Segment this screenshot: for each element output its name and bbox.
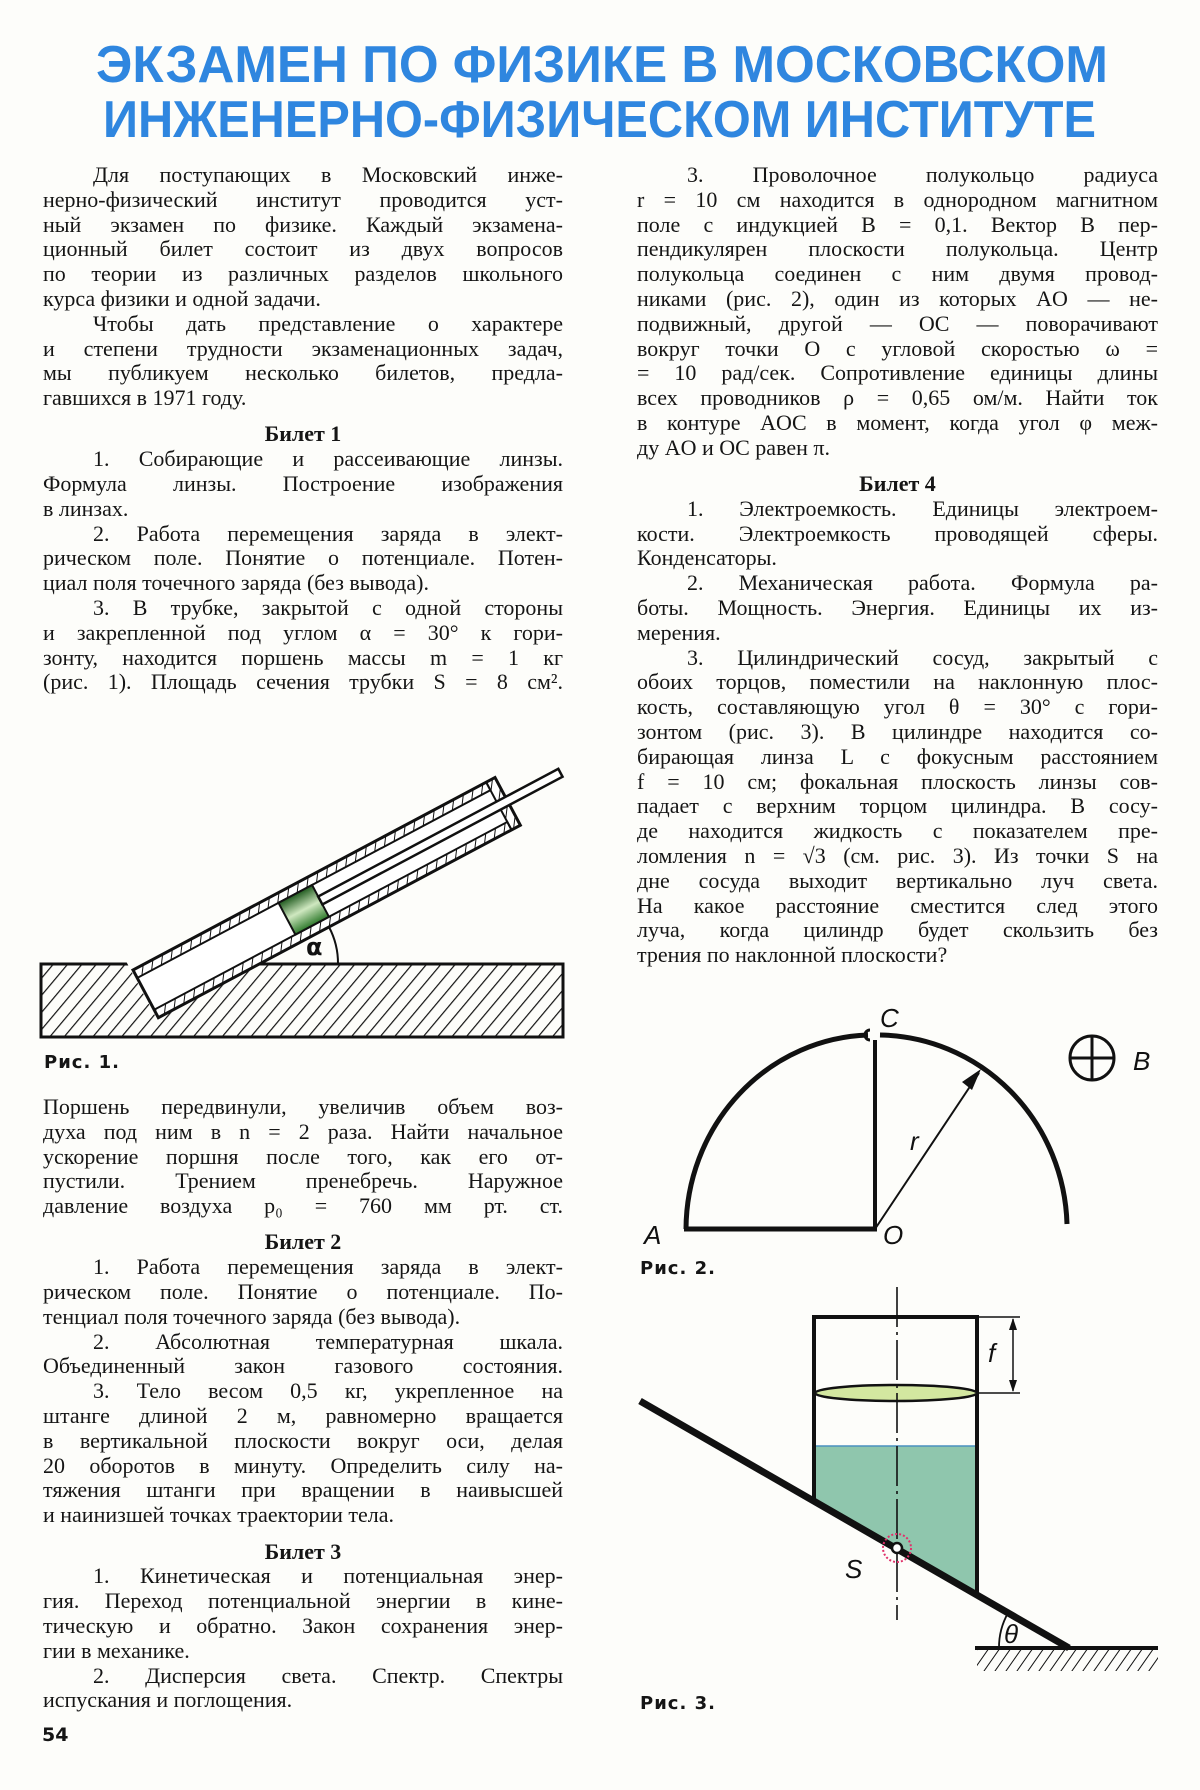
text-line: рическом поле. Понятие о потенциале. Потен-: [43, 545, 563, 571]
text-line: 1. Собирающие и рассеивающие линзы.: [93, 446, 563, 472]
text-line: поле с индукцией B = 0,1. Вектор B пер-: [637, 211, 1158, 237]
text-line: Чтобы дать представление о характере: [93, 310, 563, 336]
text-line: 3. Цилиндрический сосуд, закрытый с: [687, 644, 1158, 670]
text-line: гия. Переход потенциальной энергии в кине-: [43, 1588, 563, 1614]
label-o: O: [883, 1220, 904, 1250]
text-line: (рис. 1). Площадь сечения трубки S = 8 см².: [43, 669, 563, 695]
text-line: = 10 рад/сек. Сопротивление единицы длины: [637, 360, 1158, 386]
text-line: 2. Работа перемещения заряда в элект-: [93, 520, 563, 546]
figure-2-half-ring: [642, 1003, 1150, 1250]
text-line: r = 10 см находится в однородном магнитном: [637, 186, 1158, 212]
text-line: Объединенный закон газового состояния.: [43, 1353, 563, 1379]
angle-arc: [329, 927, 338, 964]
text-line: гии в механике.: [43, 1637, 190, 1663]
text-line: луча, когда цилиндр будет скользить без: [637, 917, 1158, 943]
text-line: ду AO и OC равен π.: [637, 434, 830, 460]
text-line: 3. В трубке, закрытой с одной стороны: [93, 595, 563, 621]
ticket-heading: Билет 2: [264, 1229, 342, 1255]
ticket-heading: Билет 4: [859, 471, 936, 497]
text-line: обоих торцов, поместили на наклонную плос-: [637, 669, 1158, 695]
text-line: 3. Проволочное полукольцо радиуса: [687, 162, 1158, 187]
text-line: в вертикальной плоскости вокруг оси, делая: [43, 1427, 563, 1453]
text-line: и закрепленной под углом α = 30° к гори-: [43, 619, 563, 645]
text-line: кости. Электроемкость проводящей сферы.: [637, 520, 1158, 546]
text-line: испускания и поглощения.: [43, 1687, 293, 1713]
angle-alpha-label: α: [306, 933, 323, 961]
text-line: тическую и обратно. Закон сохранения энер-: [43, 1612, 563, 1638]
text-line: 2. Абсолютная температурная шкала.: [93, 1328, 563, 1354]
text-line: в контуре AOC в момент, когда угол φ меж-: [637, 409, 1158, 435]
label-s: S: [845, 1554, 863, 1584]
text-line: ускорение поршня после того, как его от-: [43, 1143, 563, 1169]
text-line: пендикулярен плоскости полукольца. Центр: [637, 236, 1158, 262]
radius-arrowhead: [962, 1069, 981, 1090]
text-line: 20 оборотов в минуту. Определить силу на-: [43, 1452, 563, 1478]
lens: [815, 1385, 977, 1401]
text-line: вокруг точки O с угловой скоростью ω =: [637, 335, 1158, 361]
ticket-heading: Билет 1: [264, 421, 342, 447]
text-line: полукольца соединен с ним двумя провод-: [637, 261, 1158, 287]
dim-arrow-top: [1009, 1318, 1017, 1330]
text-line: давление воздуха p₀ = 760 мм рт. ст.: [43, 1193, 563, 1219]
text-line: 3. Тело весом 0,5 кг, укрепленное на: [93, 1378, 563, 1404]
text-line: кость, составляющую угол θ = 30° с гори-: [637, 694, 1158, 720]
label-theta: θ: [1004, 1619, 1019, 1649]
text-line: f = 10 см; фокальная плоскость линзы сов-: [637, 768, 1158, 794]
text-line: и степени трудности экзаменационных задач,: [43, 335, 563, 361]
text-line: штанге длиной 2 м, равномерно вращается: [43, 1403, 563, 1429]
text-line: циал поля точечного заряда (без вывода).: [43, 570, 429, 596]
text-line: нерно-физический институт проводится уст-: [43, 186, 563, 212]
text-line: рическом поле. Понятие о потенциале. По-: [43, 1279, 563, 1305]
text-line: 2. Дисперсия света. Спектр. Спектры: [93, 1662, 563, 1688]
half-ring-left-arc: [686, 1035, 868, 1229]
text-line: мы публикуем несколько билетов, предла-: [43, 360, 563, 386]
text-line: зонтом (рис. 3). В цилиндре находится со-: [637, 719, 1158, 745]
text-line: Формула линзы. Построение изображения: [43, 471, 563, 497]
title-line-1: ЭКЗАМЕН ПО ФИЗИКЕ В МОСКОВСКОМ: [96, 36, 1108, 94]
text-line: ный экзамен по физике. Каждый экзамена-: [43, 211, 563, 237]
ticket-heading: Билет 3: [264, 1538, 342, 1564]
figure-3-caption: Рис. 3.: [640, 1693, 716, 1714]
text-line: дне сосуда выходит вертикально луч света.: [637, 867, 1158, 893]
page-number: 54: [42, 1724, 69, 1746]
text-line: пустили. Трением пренебречь. Наружное: [43, 1168, 563, 1194]
label-c: C: [880, 1003, 899, 1033]
text-line: гавшихся в 1971 году.: [43, 385, 247, 411]
text-line: 1. Электроемкость. Единицы электроем-: [687, 495, 1158, 521]
half-ring-right-arc: [880, 1035, 1067, 1224]
label-b: B: [1133, 1046, 1151, 1076]
text-line: Конденсаторы.: [637, 545, 777, 571]
text-line: падает с верхним торцом цилиндра. В сосу-: [637, 793, 1158, 819]
text-line: бирающая линза L с фокусным расстоянием: [637, 743, 1158, 769]
text-line: трения по наклонной плоскости?: [637, 942, 948, 968]
text-line: духа под ним в n = 2 раза. Найти начальное: [43, 1118, 563, 1144]
text-line: мерения.: [637, 619, 721, 645]
text-line: На какое расстояние сместится след этого: [637, 892, 1158, 918]
text-line: и наинизшей точках траектории тела.: [43, 1502, 395, 1528]
text-line: 2. Механическая работа. Формула ра-: [687, 570, 1158, 596]
text-line: никами (рис. 2), один из которых AO — не-: [637, 285, 1158, 311]
text-line: по теории из различных разделов школьного: [43, 261, 563, 287]
figure-1-inclined-tube: [41, 714, 573, 1037]
figure-2-caption: Рис. 2.: [640, 1258, 716, 1279]
ground-hatch: [977, 1649, 1158, 1671]
ground-slab: [41, 964, 563, 1037]
text-line: тяжения штанги при вращении в наивысшей: [43, 1477, 563, 1503]
text-line: курса физики и одной задачи.: [43, 285, 321, 311]
label-r: r: [910, 1126, 919, 1156]
label-f: f: [988, 1338, 996, 1368]
text-line: подвижный, другой — OC — поворачивают: [637, 310, 1158, 336]
text-line: де находится жидкость с показателем пре-: [637, 818, 1158, 844]
figure-3-cylinder-on-incline: [640, 1287, 1158, 1671]
figure-1-caption: Рис. 1.: [44, 1052, 120, 1073]
text-line: всех проводников ρ = 0,65 ом/м. Найти ток: [637, 385, 1158, 411]
text-line: в линзах.: [43, 495, 129, 521]
radius-arrow: [875, 1073, 979, 1229]
text-line: ломления n = √3 (см. рис. 3). Из точки S на: [637, 843, 1158, 869]
text-line: зонту, находится поршень массы m = 1 кг: [43, 644, 563, 670]
title-line-2: ИНЖЕНЕРНО-ФИЗИЧЕСКОМ ИНСТИТУТЕ: [103, 91, 1096, 149]
text-line: ционный билет состоит из двух вопросов: [43, 236, 563, 262]
text-line: 1. Работа перемещения заряда в элект-: [93, 1254, 563, 1280]
text-line: тенциал поля точечного заряда (без вывода).: [43, 1303, 461, 1329]
text-line: Поршень передвинули, увеличив объем воз-: [43, 1094, 563, 1119]
label-a: A: [644, 1220, 662, 1250]
text-line: Для поступающих в Московский инже-: [93, 162, 563, 187]
text-line: 1. Кинетическая и потенциальная энер-: [93, 1563, 563, 1589]
incline-plane: [640, 1401, 1069, 1648]
dim-arrow-bottom: [1009, 1380, 1017, 1392]
text-line: боты. Мощность. Энергия. Единицы их из-: [637, 595, 1158, 621]
